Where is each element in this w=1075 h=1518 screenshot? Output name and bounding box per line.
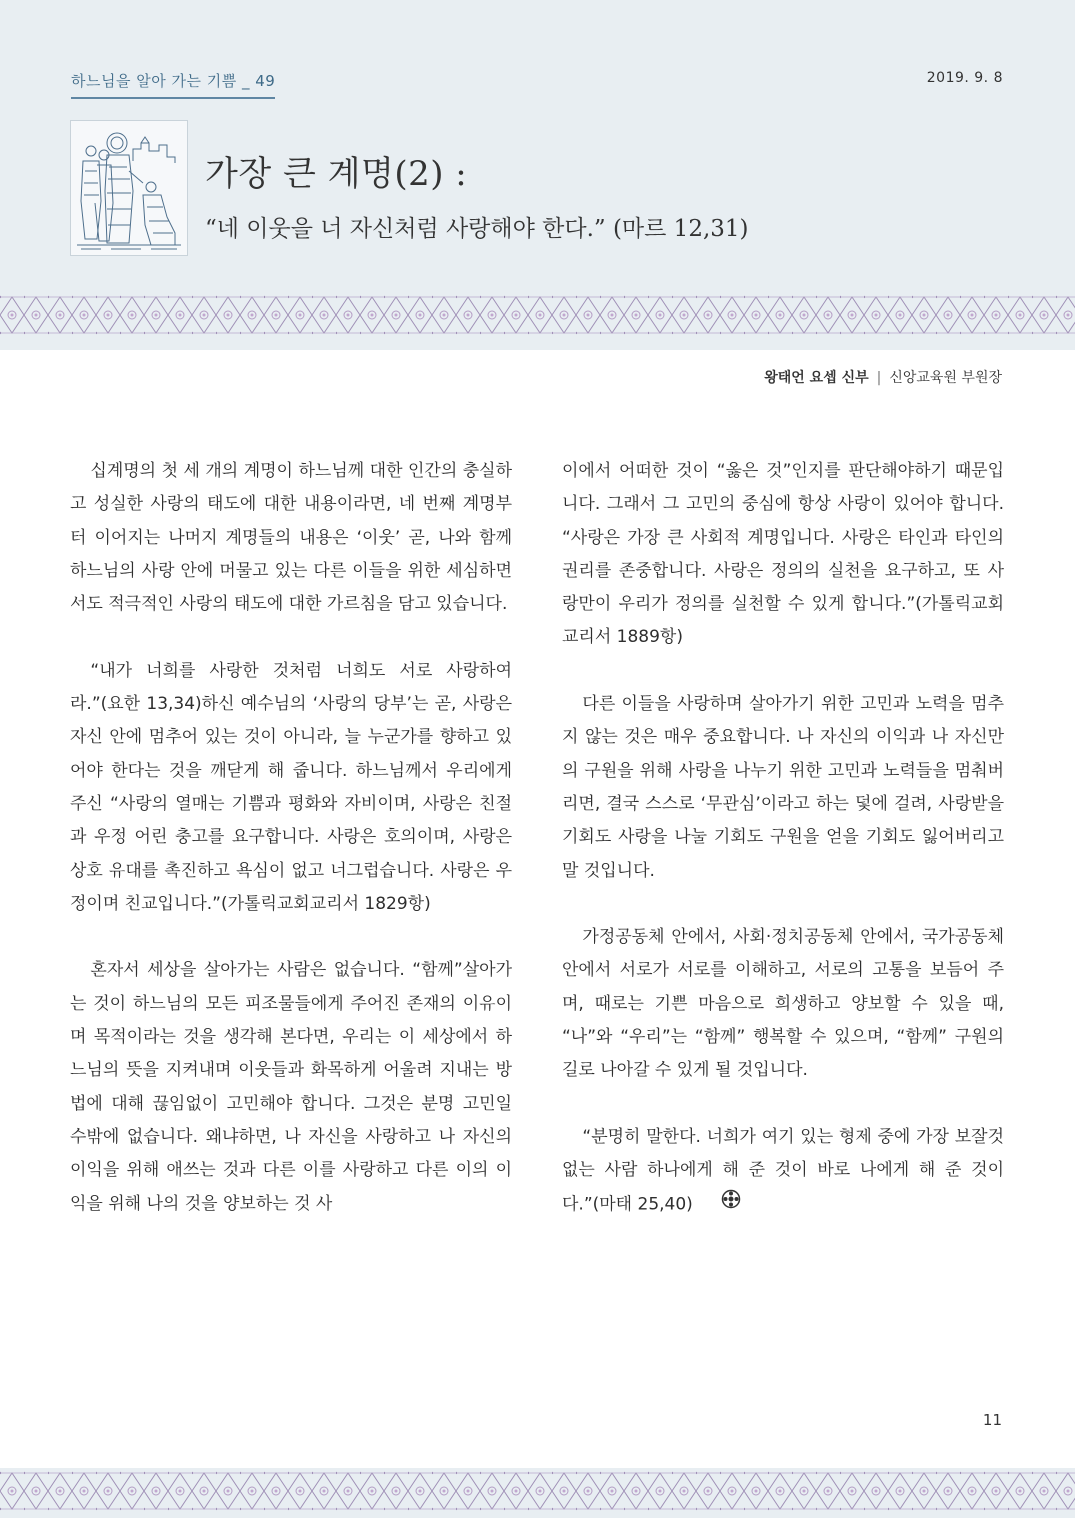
paragraph: 가정공동체 안에서, 사회·정치공동체 안에서, 국가공동체 안에서 서로가 서로를 이해하고, 서로의 고통을 보듬어 주며, 때로는 기쁜 마음으로 희생하고 양보할 수 있을 때, “나”와 “우리”는 “함께” 행복할 수 있으며, “함께” 구원의 길로 나아갈 수 있게 될 것입니다. (562, 927, 1004, 1081)
jesus-disciples-engraving-icon (70, 120, 188, 256)
right-column (562, 455, 1004, 1255)
flower-endmark-icon (701, 1188, 741, 1221)
byline (764, 367, 1002, 387)
decorative-border-top (0, 292, 1075, 338)
series-label: 하느님을 알아 가는 기쁨 _ 49 (71, 70, 275, 99)
page-number: 11 (982, 1411, 1002, 1429)
engraving-illustration (71, 121, 187, 255)
paragraph: 다른 이들을 사랑하며 살아가기 위한 고민과 노력을 멈추지 않는 것은 매우 중요합니다. 나 자신의 이익과 나 자신만의 구원을 위해 사랑을 나누기 위한 고민과 노력들을 멈춰버리면, 결국 스스로 ‘무관심’이라고 하는 덫에 걸려, 사랑받을 기회도 사랑을 나눌 기회도 구원을 얻을 기회도 잃어버리고 말 것입니다. (562, 694, 1004, 881)
paragraph: 이에서 어떠한 것이 “옳은 것”인지를 판단해야하기 때문입니다. 그래서 그 고민의 중심에 항상 사랑이 있어야 합니다. “사랑은 가장 큰 사회적 계명입니다. 사랑은 타인과 타인의 권리를 존중합니다. 사랑은 정의의 실천을 요구하고, 또 사랑만이 우리가 정의를 실천할 수 있게 합니다.”(가톨릭교회교리서 1889항) (562, 461, 1004, 648)
decorative-border-bottom (0, 1468, 1075, 1518)
issue-date: 2019. 9. 8 (926, 70, 1003, 86)
paragraph: 십계명의 첫 세 개의 계명이 하느님께 대한 인간의 충실하고 성실한 사랑의 태도에 대한 내용이라면, 네 번째 계명부터 이어지는 나머지 계명들의 내용은 ‘이웃’ 곧, 나와 함께 하느님의 사랑 안에 머물고 있는 다른 이들을 위한 세심하면서도 적극적인 사랑의 태도에 대한 가르침을 담고 있습니다. (70, 461, 512, 615)
final-paragraph-text: “분명히 말한다. 너희가 여기 있는 형제 중에 가장 보잘것없는 사람 하나에게 해 준 것이 바로 나에게 해 준 것이다.”(마태 25,40) (562, 1126, 1004, 1215)
paragraph: 혼자서 세상을 살아가는 사람은 없습니다. “함께”살아가는 것이 하느님의 모든 피조물들에게 주어진 존재의 이유이며 목적이라는 것을 생각해 본다면, 우리는 이 세상에서 하느님의 뜻을 지켜내며 이웃들과 화목하게 어울려 지내는 방법에 대해 끊임없이 고민해야 합니다. 그것은 분명 고민일 수밖에 없습니다. 왜냐하면, 나 자신을 사랑하고 나 자신의 이익을 위해 애쓰는 것과 다른 이를 사랑하고 다른 이의 이익을 위해 나의 것을 양보하는 것 사 (70, 960, 512, 1214)
author-role: 신앙교육원 부원장 (889, 370, 1002, 386)
byline-separator: | (876, 370, 882, 386)
left-column (70, 455, 512, 1254)
paragraph-final (562, 1121, 1004, 1222)
paragraph: “내가 너희를 사랑한 것처럼 너희도 서로 사랑하여라.”(요한 13,34)하신 예수님의 ‘사랑의 당부’는 곧, 사랑은 자신 안에 멈추어 있는 것이 아니라, 늘 누군가를 향하고 있어야 한다는 것을 깨닫게 해 줍니다. 하느님께서 우리에게 주신 “사랑의 열매는 기쁨과 평화와 자비이며, 사랑은 친절과 우정 어린 충고를 요구합니다. 사랑은 호의이며, 사랑은 상호 유대를 촉진하고 욕심이 없고 너그럽습니다. 사랑은 우정이며 친교입니다.”(가톨릭교회교리서 1829항) (70, 660, 512, 914)
article-subtitle: “네 이웃을 너 자신처럼 사랑해야 한다.” (마르 12,31) (205, 216, 749, 242)
article-title: 가장 큰 계명(2) : (205, 154, 468, 194)
author-name: 왕태언 요셉 신부 (764, 370, 869, 386)
